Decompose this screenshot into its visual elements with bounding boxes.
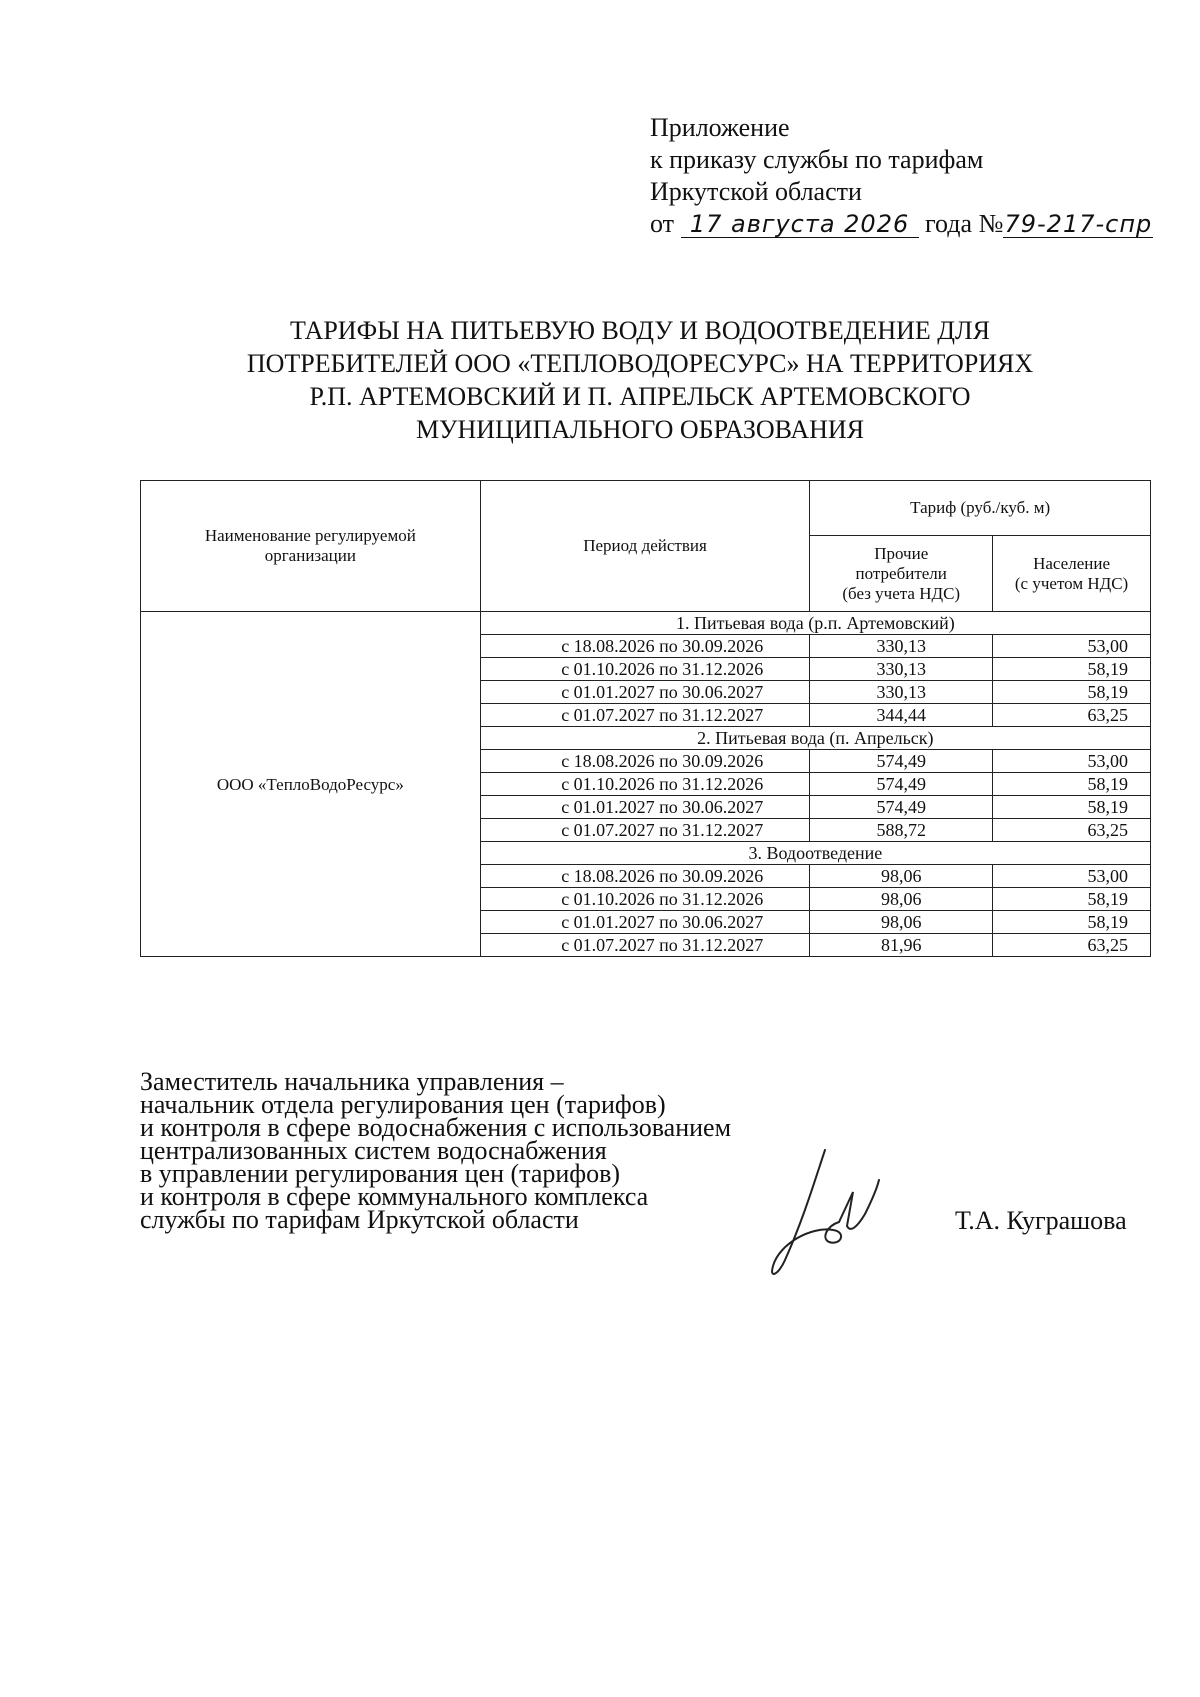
position-lines	[140, 1067, 732, 1234]
position-line: в управлении регулирования цен (тарифов)	[140, 1159, 621, 1188]
other-consumers-tariff: 344,44	[810, 704, 993, 727]
header-other-consumers	[810, 536, 993, 612]
section-row	[141, 612, 1151, 635]
other-consumers-tariff: 588,72	[810, 819, 993, 842]
population-tariff: 58,19	[993, 681, 1151, 704]
period-cell: с 01.10.2026 по 31.12.2026	[480, 658, 810, 681]
appendix-line-2: к приказу службы по тарифам	[650, 145, 984, 174]
period-cell: с 01.10.2026 по 31.12.2026	[480, 888, 810, 911]
title-line-4: МУНИЦИПАЛЬНОГО ОБРАЗОВАНИЯ	[415, 415, 865, 444]
handwritten-date: 17 августа 2026	[681, 211, 919, 238]
population-tariff: 53,00	[993, 865, 1151, 888]
population-tariff: 58,19	[993, 888, 1151, 911]
header-org: Наименование регулируемой организации	[141, 481, 481, 612]
period-cell: с 18.08.2026 по 30.09.2026	[480, 865, 810, 888]
appendix-line-1: Приложение	[650, 113, 790, 142]
population-tariff: 63,25	[993, 819, 1151, 842]
population-tariff: 58,19	[993, 796, 1151, 819]
header-other-line-3: (без учета НДС)	[842, 583, 961, 603]
position-line: централизованных систем водоснабжения	[140, 1136, 607, 1165]
title-line-1: ТАРИФЫ НА ПИТЬЕВУЮ ВОДУ И ВОДООТВЕДЕНИЕ ДЛЯ	[289, 316, 991, 345]
population-tariff: 63,25	[993, 934, 1151, 957]
position-line: и контроля в сфере водоснабжения с использованием	[140, 1113, 732, 1142]
appendix-line-3: Иркутской области	[650, 177, 862, 206]
period-cell: с 01.01.2027 по 30.06.2027	[480, 681, 810, 704]
period-cell: с 01.01.2027 по 30.06.2027	[480, 796, 810, 819]
other-consumers-tariff: 330,13	[810, 635, 993, 658]
header-tariff: Тариф (руб./куб. м)	[810, 481, 1151, 536]
header-period: Период действия	[480, 481, 810, 612]
header-other-line-1: Прочие	[874, 543, 929, 563]
header-pop-line-1: Население	[1033, 553, 1110, 573]
other-consumers-tariff: 574,49	[810, 773, 993, 796]
period-cell: с 01.07.2027 по 31.12.2027	[480, 704, 810, 727]
date-prefix: от	[650, 209, 675, 238]
period-cell: с 18.08.2026 по 30.09.2026	[480, 635, 810, 658]
population-tariff: 53,00	[993, 635, 1151, 658]
other-consumers-tariff: 330,13	[810, 681, 993, 704]
number-prefix: года №	[925, 209, 1004, 238]
other-consumers-tariff: 98,06	[810, 888, 993, 911]
signature-position	[140, 1067, 732, 1234]
period-cell: с 18.08.2026 по 30.09.2026	[480, 750, 810, 773]
header-population	[993, 536, 1151, 612]
period-cell: с 01.10.2026 по 31.12.2026	[480, 773, 810, 796]
period-cell: с 01.07.2027 по 31.12.2027	[480, 819, 810, 842]
org-name: ООО «ТеплоВодоРесурс»	[141, 612, 481, 957]
position-line: службы по тарифам Иркутской области	[140, 1205, 579, 1234]
other-consumers-tariff: 98,06	[810, 911, 993, 934]
section-title: 2. Питьевая вода (п. Апрельск)	[480, 727, 1150, 750]
period-cell: с 01.01.2027 по 30.06.2027	[480, 911, 810, 934]
section-title: 1. Питьевая вода (р.п. Артемовский)	[480, 612, 1150, 635]
position-line: Заместитель начальника управления –	[140, 1067, 564, 1096]
document-title	[200, 314, 1080, 446]
appendix-date-line	[650, 208, 1153, 240]
population-tariff: 63,25	[993, 704, 1151, 727]
other-consumers-tariff: 574,49	[810, 750, 993, 773]
tariff-table-body	[141, 612, 1151, 957]
appendix-block	[650, 112, 1153, 240]
position-line: начальник отдела регулирования цен (тарифов)	[140, 1090, 666, 1119]
handwritten-signature	[755, 1140, 905, 1290]
signer-name: Т.А. Куграшова	[955, 1206, 1127, 1235]
population-tariff: 53,00	[993, 750, 1151, 773]
period-cell: с 01.07.2027 по 31.12.2027	[480, 934, 810, 957]
other-consumers-tariff: 574,49	[810, 796, 993, 819]
population-tariff: 58,19	[993, 658, 1151, 681]
other-consumers-tariff: 330,13	[810, 658, 993, 681]
section-title: 3. Водоотведение	[480, 842, 1150, 865]
other-consumers-tariff: 81,96	[810, 934, 993, 957]
header-other-line-2: потребители	[855, 563, 947, 583]
population-tariff: 58,19	[993, 773, 1151, 796]
title-line-3: Р.П. АРТЕМОВСКИЙ И П. АПРЕЛЬСК АРТЕМОВСКОГО	[309, 382, 971, 411]
handwritten-order-number: 79-217-спр	[1004, 210, 1153, 238]
tariff-table	[140, 480, 1151, 957]
position-line: и контроля в сфере коммунального комплекса	[140, 1182, 649, 1211]
header-pop-line-2: (с учетом НДС)	[1014, 573, 1129, 593]
title-line-2: ПОТРЕБИТЕЛЕЙ ООО «ТЕПЛОВОДОРЕСУРС» НА ТЕРРИТОРИЯХ	[246, 349, 1034, 378]
other-consumers-tariff: 98,06	[810, 865, 993, 888]
population-tariff: 58,19	[993, 911, 1151, 934]
